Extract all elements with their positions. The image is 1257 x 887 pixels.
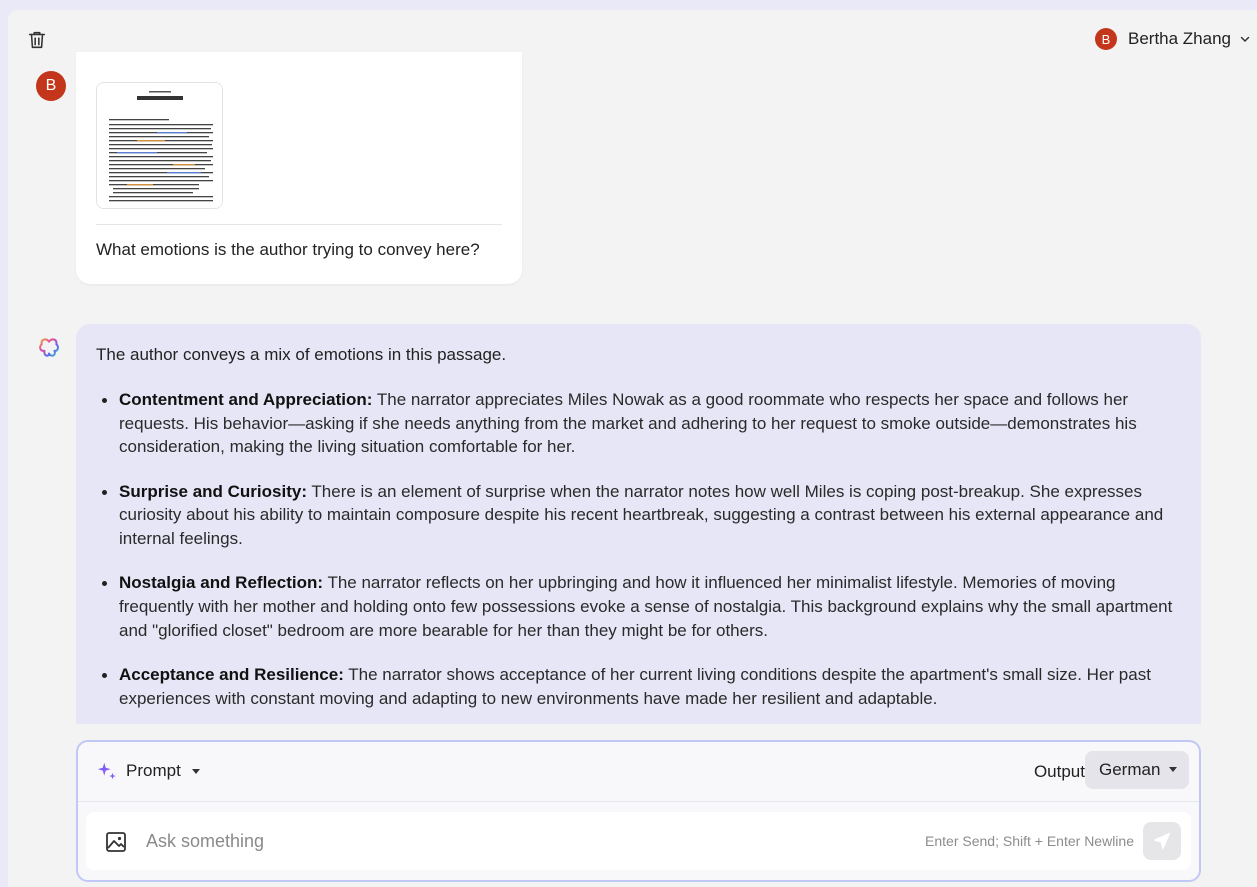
list-item xyxy=(96,571,1186,642)
list-item-text: There is an element of surprise when the narrator notes how well Miles is coping post-breakup. She expresses curiosity about his ability to maintain composure despite his recent heartbreak, suggesting a contrast between his external appearance and internal feelings. xyxy=(119,481,1164,549)
ask-input[interactable] xyxy=(146,826,886,856)
list-item-text: The narrator shows acceptance of her current living conditions despite the apartment's small size. Her past experiences with constant moving and adapting to new environments have made her resilient and adaptable. xyxy=(119,664,1151,708)
image-upload-icon[interactable] xyxy=(104,830,128,854)
send-button[interactable] xyxy=(1143,822,1181,860)
sparkle-icon xyxy=(96,760,118,782)
app-frame xyxy=(8,10,1257,887)
caret-down-icon xyxy=(1169,767,1177,772)
user-avatar: B xyxy=(1095,28,1117,50)
keyboard-hint: Enter Send; Shift + Enter Newline xyxy=(925,833,1134,849)
list-item xyxy=(96,663,1186,710)
chevron-down-icon xyxy=(1239,33,1251,45)
list-item-title: Contentment and Appreciation: xyxy=(119,390,373,409)
output-language-select[interactable] xyxy=(1085,751,1189,789)
document-preview-image xyxy=(97,83,223,209)
document-thumbnail[interactable] xyxy=(96,82,223,209)
list-item xyxy=(96,388,1186,459)
trash-icon[interactable] xyxy=(26,29,48,51)
list-item-text: The narrator reflects on her upbringing and how it influenced her minimalist lifestyle. Memories of moving frequently with her mother and holding onto few possessions evoke a sense of nostalgia. This background explains why the small apartment and "glorified closet" bedroom are more bearable for her than they might be for others. xyxy=(119,573,1173,640)
prompt-label: Prompt xyxy=(126,761,181,780)
emotion-list xyxy=(96,388,1186,724)
user-name: Bertha Zhang xyxy=(1127,29,1231,48)
assistant-message-bubble xyxy=(76,324,1201,724)
prompt-dropdown[interactable] xyxy=(96,760,200,782)
output-label: Output xyxy=(1033,762,1085,781)
user-message-bubble xyxy=(76,52,522,284)
output-language-value: German xyxy=(1099,760,1161,779)
input-row xyxy=(86,812,1191,870)
assistant-logo-icon xyxy=(38,337,60,359)
composer-toolbar xyxy=(78,742,1199,802)
user-menu[interactable] xyxy=(1095,28,1251,50)
user-question-text: What emotions is the author trying to convey here? xyxy=(96,240,480,259)
message-avatar: B xyxy=(36,71,66,101)
divider xyxy=(96,224,502,225)
caret-down-icon xyxy=(192,769,200,774)
list-item-text: The narrator appreciates Miles Nowak as a good roommate who respects her space and follows her requests. His behavior—asking if she needs anything from the market and adhering to her request to smoke outside—demonstrates his consideration, making the living situation comfortable for her. xyxy=(119,390,1137,457)
list-item-title: Nostalgia and Reflection: xyxy=(119,573,324,593)
assistant-intro-text: The author conveys a mix of emotions in this passage. xyxy=(96,345,507,364)
list-item-title: Surprise and Curiosity: xyxy=(119,481,307,501)
composer xyxy=(76,740,1201,882)
send-icon xyxy=(1152,831,1172,851)
list-item xyxy=(96,480,1186,551)
list-item-title: Acceptance and Resilience: xyxy=(119,664,344,684)
